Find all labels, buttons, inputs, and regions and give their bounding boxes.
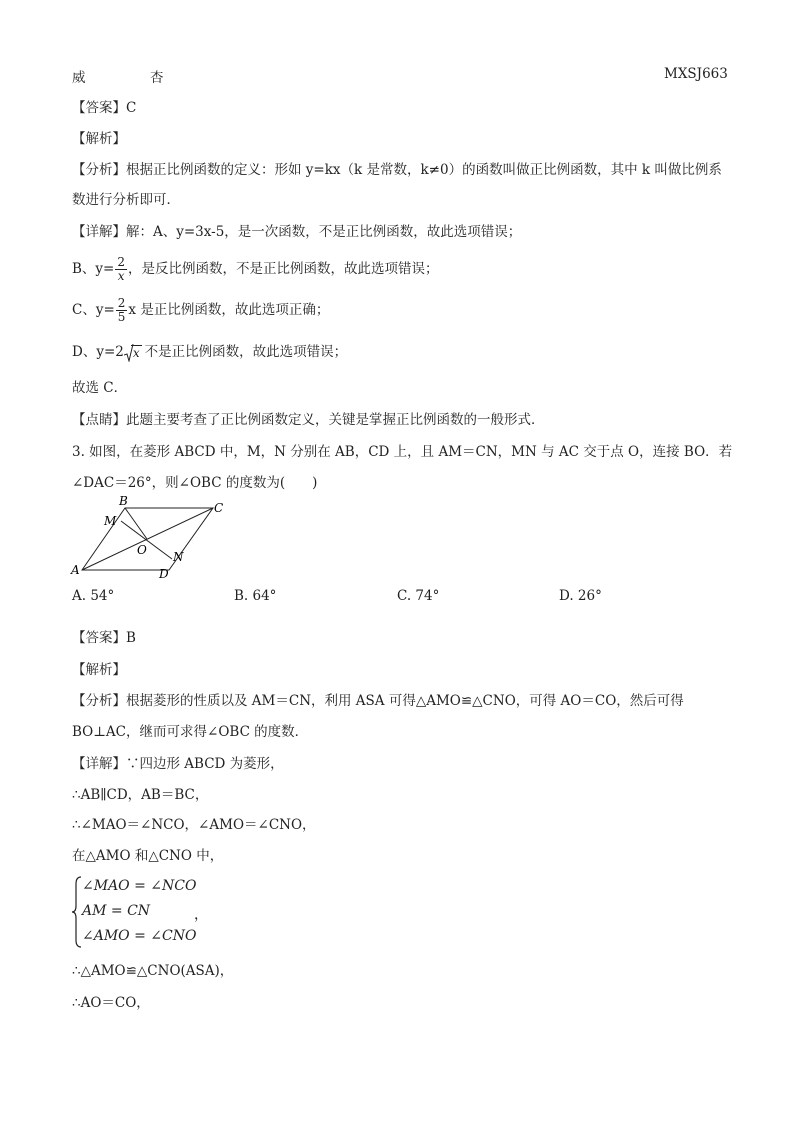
q3-option-a: A. 54° [72, 588, 115, 604]
q2-choose: 故选 C． [72, 380, 128, 396]
q2-xiangjie: 【详解】解：A、y=3x-5，是一次函数，不是正比例函数，故此选项错误； [72, 224, 522, 240]
q2-d-suffix: 不是正比例函数，故此选项错误； [144, 344, 348, 360]
q3-xiangjie-line1: 【详解】∵四边形 ABCD 为菱形， [72, 756, 284, 772]
system-eq-1: ∠MAO = ∠NCO [82, 878, 197, 894]
q3-option-d: D. 26° [559, 588, 602, 604]
sqrt-symbol [124, 343, 145, 363]
q2-c-numerator: 2 [117, 296, 126, 310]
label-m: M [104, 514, 117, 528]
header-code: MXSJ663 [664, 66, 728, 82]
q2-option-b [72, 252, 439, 286]
system-eq-3: ∠AMO = ∠CNO [82, 928, 197, 944]
q2-option-d [72, 342, 347, 363]
q3-answer: 【答案】B [72, 630, 136, 646]
system-comma: ， [194, 907, 208, 923]
q3-xiangjie-line6: ∴AO＝CO， [72, 995, 150, 1011]
q2-b-prefix: B、y= [72, 261, 115, 277]
q3-xiangjie-line5: ∴△AMO≌△CNO(ASA)， [72, 963, 234, 979]
q3-fenxi-line2: BO⊥AC，继而可求得∠OBC 的度数． [72, 724, 309, 740]
equation-system [72, 876, 232, 948]
q3-stem-line2: ∠DAC＝26°，则∠OBC 的度数为( ) [72, 475, 318, 491]
q2-b-suffix: ，是反比例函数，不是正比例函数，故此选项错误； [128, 261, 439, 277]
q2-b-fraction [115, 256, 127, 283]
rhombus-figure [68, 494, 238, 584]
system-eq-2: AM = CN [82, 903, 151, 919]
label-o: O [137, 543, 147, 557]
q2-d-prefix: D、y=2 [72, 344, 124, 360]
left-brace-icon [72, 876, 82, 948]
q3-option-b: B. 64° [234, 588, 277, 604]
q3-analysis-tag: 【解析】 [72, 662, 126, 678]
q2-c-prefix: C、y= [72, 302, 115, 318]
q2-answer: 【答案】C [72, 100, 137, 116]
q2-analysis-tag: 【解析】 [72, 131, 126, 147]
label-a: A [71, 563, 80, 577]
q3-fenxi-line1: 【分析】根据菱形的性质以及 AM＝CN，利用 ASA 可得△AMO≌△CNO，可得 AO＝CO，然后可得 [72, 693, 684, 709]
q3-xiangjie-line4: 在△AMO 和△CNO 中， [72, 848, 224, 864]
segment-bo [125, 508, 147, 539]
header-char-2: 杏 [150, 70, 164, 86]
q2-c-fraction [116, 297, 128, 324]
q2-d-radicand: x [132, 345, 140, 360]
q3-xiangjie-line2: ∴AB∥CD，AB＝BC， [72, 787, 209, 803]
q2-c-suffix: x 是正比例函数，故此选项正确； [128, 302, 330, 318]
q2-b-denominator: x [117, 269, 125, 283]
q3-xiangjie-line3: ∴∠MAO＝∠NCO，∠AMO＝∠CNO， [72, 817, 316, 833]
label-b: B [119, 494, 128, 508]
q3-stem-line1: 3. 如图，在菱形 ABCD 中，M，N 分别在 AB，CD 上，且 AM＝CN，MN 与 AC 交于点 O，连接 BO．若 [72, 444, 733, 460]
label-c: C [214, 501, 224, 515]
diagonal-ac [82, 508, 213, 570]
q2-fenxi-line1: 【分析】根据正比例函数的定义：形如 y=kx（k 是常数，k≠0）的函数叫做正比例函数，其中 k 叫做比例系 [72, 162, 722, 178]
q2-option-c [72, 293, 329, 327]
header-char-1: 威 [72, 70, 86, 86]
q2-dianjing: 【点睛】此题主要考查了正比例函数定义，关键是掌握正比例函数的一般形式． [72, 412, 545, 428]
label-n: N [173, 550, 184, 564]
q3-option-c: C. 74° [397, 588, 440, 604]
q2-c-denominator: 5 [117, 310, 126, 324]
q2-b-numerator: 2 [117, 255, 125, 269]
label-d: D [159, 567, 169, 581]
q2-fenxi-line2: 数进行分析即可． [72, 192, 180, 208]
